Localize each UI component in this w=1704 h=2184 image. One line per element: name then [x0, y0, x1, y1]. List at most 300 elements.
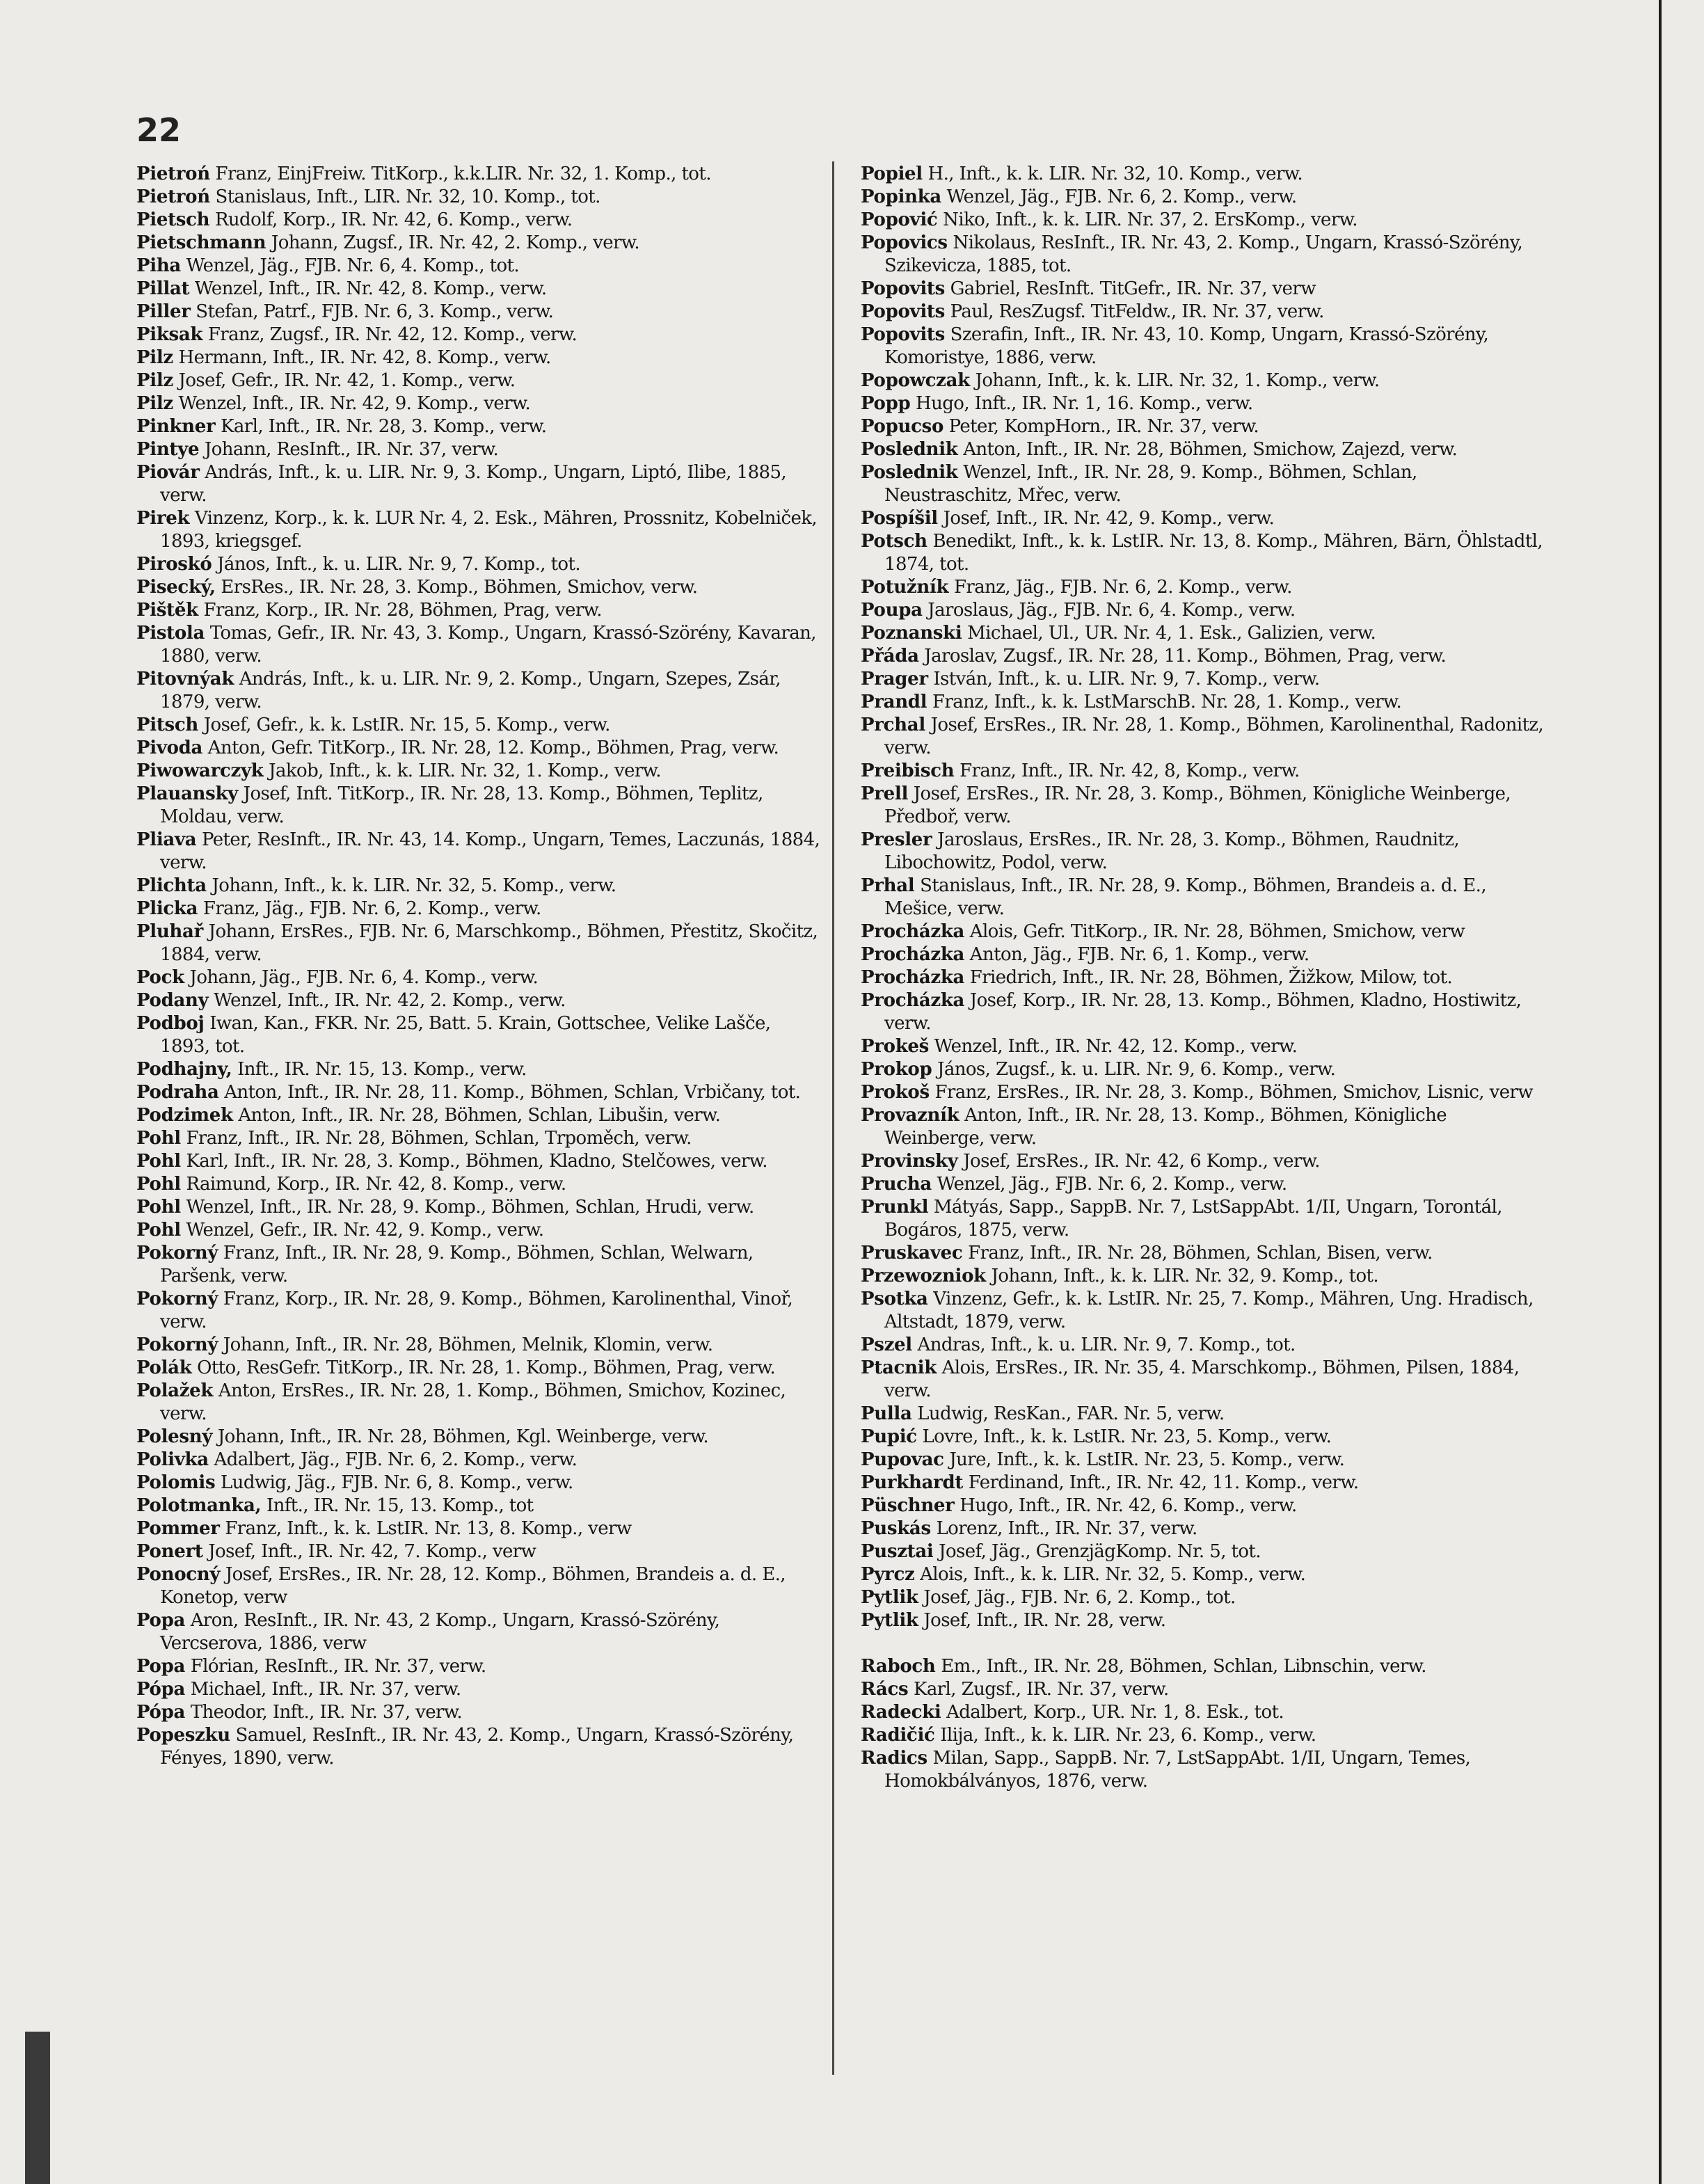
entry-details: Wenzel, Inft., IR. Nr. 42, 8. Komp., verw. [194, 278, 547, 299]
entry-details: Wenzel, Inft., IR. Nr. 42, 12. Komp., verw. [934, 1036, 1298, 1057]
list-entry [136, 599, 825, 622]
list-entry [861, 1150, 1550, 1173]
entry-surname: Popa [136, 1656, 186, 1677]
entry-surname: Pietschmann [136, 232, 266, 253]
entry-details: Samuel, ResInft., IR. Nr. 43, 2. Komp., Ungarn, Krassó-Szörény, Fényes, 1890, verw. [160, 1725, 794, 1769]
list-entry [861, 1563, 1550, 1586]
entry-details: Franz, Inft., IR. Nr. 28, Böhmen, Schlan, Bisen, verw. [968, 1243, 1433, 1264]
entry-details: Lorenz, Inft., IR. Nr. 37, verw. [936, 1518, 1197, 1539]
entry-surname: Polesný [136, 1426, 213, 1447]
entry-surname: Popucso [861, 416, 943, 437]
list-entry [136, 1012, 825, 1058]
list-entry [136, 622, 825, 668]
list-entry [136, 1540, 825, 1563]
entry-surname: Piha [136, 255, 181, 276]
list-entry [861, 1196, 1550, 1242]
entry-surname: Pietroń [136, 186, 210, 207]
list-entry [861, 576, 1550, 599]
entry-surname: Popinka [861, 186, 941, 207]
entry-surname: Pokorný [136, 1289, 218, 1309]
list-entry [136, 920, 825, 966]
section-gap [861, 1632, 1550, 1655]
entry-details: Johann, Inft., k. k. LIR. Nr. 32, 5. Komp., verw. [212, 875, 616, 896]
entry-surname: Pilz [136, 393, 173, 414]
entry-details: Josef, Inft., IR. Nr. 28, verw. [923, 1610, 1166, 1631]
entry-details: Franz, EinjFreiw. TitKorp., k.k.LIR. Nr. 32, 1. Komp., tot. [215, 164, 711, 184]
list-entry [136, 369, 825, 392]
list-entry [136, 415, 825, 438]
list-entry [136, 966, 825, 989]
entry-surname: Procházka [861, 990, 965, 1011]
entry-details: András, Inft., k. u. LIR. Nr. 9, 3. Komp., Ungarn, Liptó, Ilibe, 1885, verw. [160, 462, 787, 506]
entry-surname: Pietsch [136, 209, 210, 230]
entry-details: Wenzel, Inft., IR. Nr. 28, 9. Komp., Böhmen, Schlan, Hrudi, verw. [186, 1197, 754, 1218]
entry-surname: Pivoda [136, 738, 203, 758]
list-entry [861, 1426, 1550, 1449]
entry-details: Hermann, Inft., IR. Nr. 42, 8. Komp., verw. [178, 347, 551, 368]
list-entry [136, 1081, 825, 1104]
entry-surname: Pupić [861, 1426, 917, 1447]
list-entry [136, 1655, 825, 1678]
entry-surname: Polotmanka, [136, 1495, 262, 1516]
list-entry [136, 1678, 825, 1701]
entry-details: Johann, Zugsf., IR. Nr. 42, 2. Komp., verw. [271, 232, 640, 253]
entry-surname: Pópa [136, 1679, 186, 1700]
entry-details: János, Zugsf., k. u. LIR. Nr. 9, 6. Komp., verw. [937, 1059, 1336, 1080]
entry-surname: Pommer [136, 1518, 220, 1539]
entry-details: Josef, Jäg., FJB. Nr. 6, 2. Komp., tot. [923, 1587, 1236, 1608]
entry-details: Peter, ResInft., IR. Nr. 43, 14. Komp., Ungarn, Temes, Laczunás, 1884, verw. [160, 829, 820, 873]
list-entry [136, 1426, 825, 1449]
list-entry [136, 668, 825, 714]
entry-surname: Prhal [861, 875, 915, 896]
list-entry [136, 1150, 825, 1173]
entry-details: Anton, Inft., IR. Nr. 28, 13. Komp., Böhmen, Königliche Weinberge, verw. [884, 1105, 1447, 1149]
entry-details: Stanislaus, Inft., LIR. Nr. 32, 10. Komp., tot. [215, 186, 600, 207]
entry-surname: Popa [136, 1610, 186, 1631]
list-entry [136, 1701, 825, 1724]
entry-details: Anton, Gefr. TitKorp., IR. Nr. 28, 12. Komp., Böhmen, Prag, verw. [207, 738, 779, 758]
entry-surname: Poslednik [861, 439, 958, 460]
list-entry [861, 209, 1550, 232]
entry-details: Wenzel, Jäg., FJB. Nr. 6, 2. Komp., verw. [937, 1174, 1287, 1195]
entry-surname: Pintye [136, 439, 200, 460]
entry-surname: Pupovac [861, 1449, 944, 1470]
entry-details: Johann, ResInft., IR. Nr. 37, verw. [204, 439, 499, 460]
list-entry [861, 438, 1550, 461]
list-entry [136, 438, 825, 461]
entry-details: H., Inft., k. k. LIR. Nr. 32, 10. Komp., verw. [927, 164, 1303, 184]
entry-surname: Piksak [136, 324, 203, 345]
entry-surname: Přáda [861, 646, 919, 667]
entry-surname: Pohl [136, 1220, 181, 1241]
list-entry [136, 1724, 825, 1770]
entry-details: Josef, ErsRes., IR. Nr. 28, 12. Komp., Böhmen, Brandeis a. d. E., Konetop, verw [160, 1564, 786, 1608]
list-entry [861, 1403, 1550, 1426]
entry-details: Alois, Gefr. TitKorp., IR. Nr. 28, Böhmen, Smichow, verw [969, 921, 1465, 942]
list-entry [136, 163, 825, 186]
list-entry [136, 576, 825, 599]
entry-surname: Pohl [136, 1174, 181, 1195]
list-entry [861, 760, 1550, 783]
entry-surname: Polivka [136, 1449, 209, 1470]
entry-details: Anton, Inft., IR. Nr. 28, Böhmen, Smichow, Zajezd, verw. [963, 439, 1458, 460]
entry-details: Em., Inft., IR. Nr. 28, Böhmen, Schlan, Libnschin, verw. [941, 1656, 1426, 1677]
entry-surname: Pisecký, [136, 577, 216, 598]
entry-surname: Popovics [861, 232, 948, 253]
list-entry [136, 301, 825, 324]
entry-surname: Radics [861, 1748, 927, 1769]
entry-surname: Polažek [136, 1380, 214, 1401]
entry-details: Ferdinand, Inft., IR. Nr. 42, 11. Komp., verw. [968, 1472, 1359, 1493]
entry-details: Josef, Inft., IR. Nr. 42, 9. Komp., verw. [943, 508, 1275, 529]
entry-details: Franz, Zugsf., IR. Nr. 42, 12. Komp., verw. [207, 324, 578, 345]
entry-surname: Popowczak [861, 370, 970, 391]
list-entry [861, 1449, 1550, 1472]
entry-surname: Popeszku [136, 1725, 230, 1746]
entry-surname: Prokeš [861, 1036, 929, 1057]
entry-surname: Prchal [861, 715, 925, 735]
entry-details: Johann, Jäg., FJB. Nr. 6, 4. Komp., verw. [189, 967, 539, 988]
entry-surname: Pospíšil [861, 508, 938, 529]
list-entry [136, 1058, 825, 1081]
entry-details: Adalbert, Jäg., FJB. Nr. 6, 2. Komp., verw. [214, 1449, 578, 1470]
entry-surname: Popović [861, 209, 938, 230]
entry-surname: Pirek [136, 508, 190, 529]
entry-surname: Prucha [861, 1174, 932, 1195]
entry-details: Anton, Inft., IR. Nr. 28, Böhmen, Schlan, Libušin, verw. [238, 1105, 721, 1126]
entry-details: Josef, Gefr., k. k. LstIR. Nr. 15, 5. Komp., verw. [203, 715, 610, 735]
entry-details: Milan, Sapp., SappB. Nr. 7, LstSappAbt. 1/II, Ungarn, Temes, Homokbálványos, 1876, verw. [884, 1748, 1471, 1792]
list-entry [136, 1563, 825, 1609]
list-entry [136, 1517, 825, 1540]
entry-details: Alois, ErsRes., IR. Nr. 35, 4. Marschkomp., Böhmen, Pilsen, 1884, verw. [884, 1357, 1520, 1401]
entry-details: ErsRes., IR. Nr. 28, 3. Komp., Böhmen, Smichov, verw. [221, 577, 698, 598]
entry-details: Raimund, Korp., IR. Nr. 42, 8. Komp., verw. [186, 1174, 566, 1195]
entry-surname: Presler [861, 829, 932, 850]
entry-surname: Pulla [861, 1403, 912, 1424]
entry-surname: Popp [861, 393, 911, 414]
list-entry [861, 714, 1550, 760]
list-entry [861, 232, 1550, 278]
entry-details: Iwan, Kan., FKR. Nr. 25, Batt. 5. Krain, Gottschee, Velike Lašče, 1893, tot. [160, 1013, 771, 1057]
list-entry [861, 1494, 1550, 1517]
entry-details: Franz, Inft., IR. Nr. 42, 8, Komp., verw. [960, 760, 1300, 781]
entry-surname: Pluhař [136, 921, 203, 942]
list-entry [136, 1173, 825, 1196]
list-entry [136, 1104, 825, 1127]
entry-details: Adalbert, Korp., UR. Nr. 1, 8. Esk., tot. [946, 1702, 1284, 1723]
entry-surname: Pyrcz [861, 1564, 915, 1585]
list-entry [861, 1678, 1550, 1701]
entry-surname: Poslednik [861, 462, 958, 483]
entry-surname: Podboj [136, 1013, 205, 1034]
list-entry [136, 255, 825, 278]
list-entry [136, 1449, 825, 1472]
entry-details: Jaroslaus, Jäg., FJB. Nr. 6, 4. Komp., verw. [927, 600, 1296, 621]
entry-surname: Piller [136, 301, 191, 322]
page-edge-shadow [1659, 0, 1662, 2184]
entry-details: Vinzenz, Korp., k. k. LUR Nr. 4, 2. Esk., Mähren, Prossnitz, Kobelniček, 1893, kriegsgef. [160, 508, 818, 552]
entry-details: Jakob, Inft., k. k. LIR. Nr. 32, 1. Komp., verw. [269, 760, 661, 781]
list-entry [861, 278, 1550, 301]
list-entry [861, 301, 1550, 324]
entry-details: Benedikt, Inft., k. k. LstIR. Nr. 13, 8. Komp., Mähren, Bärn, Öhlstadtl, 1874, tot. [884, 531, 1543, 575]
entry-details: Mátyás, Sapp., SappB. Nr. 7, LstSappAbt. 1/II, Ungarn, Torontál, Bogáros, 1875, verw. [884, 1197, 1502, 1241]
binding-corner [25, 2032, 50, 2184]
entry-surname: Podraha [136, 1082, 219, 1103]
entry-details: Josef, Korp., IR. Nr. 28, 13. Komp., Böhmen, Kladno, Hostiwitz, verw. [884, 990, 1522, 1034]
entry-details: Tomas, Gefr., IR. Nr. 43, 3. Komp., Ungarn, Krassó-Szörény, Kavaran, 1880, verw. [160, 623, 816, 667]
entry-surname: Ponocný [136, 1564, 221, 1585]
entry-surname: Provinsky [861, 1151, 958, 1172]
entry-details: Stanislaus, Inft., IR. Nr. 28, 9. Komp., Böhmen, Brandeis a. d. E., Mešice, verw. [884, 875, 1486, 919]
entry-details: Wenzel, Gefr., IR. Nr. 42, 9. Komp., verw. [186, 1220, 544, 1241]
entry-details: Franz, Inft., k. k. LstIR. Nr. 13, 8. Komp., verw [225, 1518, 632, 1539]
entry-surname: Piroskó [136, 554, 212, 575]
entry-details: Johann, Inft., k. k. LIR. Nr. 32, 9. Komp., tot. [991, 1266, 1379, 1286]
list-entry [136, 1288, 825, 1334]
entry-surname: Radičić [861, 1725, 935, 1746]
entry-surname: Piovár [136, 462, 200, 483]
list-entry [861, 186, 1550, 209]
entry-surname: Piwowarczyk [136, 760, 264, 781]
list-entry [861, 1242, 1550, 1265]
entry-details: Ludwig, Jäg., FJB. Nr. 6, 8. Komp., verw. [221, 1472, 573, 1493]
entry-surname: Psotka [861, 1289, 928, 1309]
entry-details: Friedrich, Inft., IR. Nr. 28, Böhmen, Žižkow, Milow, tot. [969, 967, 1453, 988]
entry-details: János, Inft., k. u. LIR. Nr. 9, 7. Komp., tot. [217, 554, 581, 575]
entry-details: Michael, Ul., UR. Nr. 4, 1. Esk., Galizien, verw. [967, 623, 1376, 644]
list-entry [136, 760, 825, 783]
page-number: 22 [136, 111, 182, 149]
entry-details: Gabriel, ResInft. TitGefr., IR. Nr. 37, verw [950, 278, 1316, 299]
list-entry [136, 714, 825, 737]
entry-surname: Pokorný [136, 1334, 218, 1355]
entry-surname: Pytlik [861, 1610, 918, 1631]
list-entry [136, 1242, 825, 1288]
list-entry [861, 1288, 1550, 1334]
entry-surname: Pilz [136, 370, 173, 391]
entry-details: Jaroslav, Zugsf., IR. Nr. 28, 11. Komp., Böhmen, Prag, verw. [924, 646, 1447, 667]
list-entry [136, 1472, 825, 1494]
list-entry [861, 1701, 1550, 1724]
entry-details: Johann, Inft., k. k. LIR. Nr. 32, 1. Komp., verw. [975, 370, 1380, 391]
entry-details: Karl, Inft., IR. Nr. 28, 3. Komp., verw. [221, 416, 547, 437]
entry-surname: Pinkner [136, 416, 216, 437]
entry-details: Josef, Jäg., GrenzjägKomp. Nr. 5, tot. [939, 1541, 1261, 1562]
entry-details: Franz, Inft., k. k. LstMarschB. Nr. 28, 1. Komp., verw. [932, 692, 1402, 712]
entry-surname: Rács [861, 1679, 909, 1700]
entry-details: Johann, Inft., IR. Nr. 28, Böhmen, Melnik, Klomin, verw. [223, 1334, 713, 1355]
entry-surname: Puskás [861, 1518, 931, 1539]
list-entry [861, 1540, 1550, 1563]
entry-surname: Pohl [136, 1197, 181, 1218]
list-entry [136, 875, 825, 898]
list-entry [861, 783, 1550, 829]
entry-details: Otto, ResGefr. TitKorp., IR. Nr. 28, 1. Komp., Böhmen, Prag, verw. [197, 1357, 776, 1378]
list-entry [136, 737, 825, 760]
entry-surname: Püschner [861, 1495, 955, 1516]
entry-surname: Radecki [861, 1702, 941, 1723]
entry-details: Wenzel, Inft., IR. Nr. 42, 2. Komp., verw. [214, 990, 566, 1011]
list-entry [861, 369, 1550, 392]
entry-details: Johann, ErsRes., FJB. Nr. 6, Marschkomp., Böhmen, Přestitz, Skočitz, 1884, verw. [160, 921, 818, 965]
list-entry [861, 1609, 1550, 1632]
list-entry [861, 1058, 1550, 1081]
right-column [861, 163, 1550, 1793]
entry-details: Josef, ErsRes., IR. Nr. 28, 3. Komp., Böhmen, Königliche Weinberge, Předboř, verw. [884, 783, 1511, 827]
entry-details: Franz, Inft., IR. Nr. 28, 9. Komp., Böhmen, Schlan, Welwarn, Paršenk, verw. [160, 1243, 754, 1286]
entry-surname: Polák [136, 1357, 192, 1378]
list-entry [861, 1334, 1550, 1357]
entry-surname: Prokoš [861, 1082, 930, 1103]
entry-details: Franz, Jäg., FJB. Nr. 6, 2. Komp., verw. [202, 898, 541, 919]
entry-surname: Pietroń [136, 164, 210, 184]
list-entry [136, 1334, 825, 1357]
entry-surname: Poznanski [861, 623, 962, 644]
list-entry [136, 1494, 825, 1517]
entry-details: Niko, Inft., k. k. LIR. Nr. 37, 2. ErsKomp., verw. [943, 209, 1357, 230]
list-entry [136, 1219, 825, 1242]
list-entry [136, 324, 825, 346]
list-entry [861, 989, 1550, 1035]
list-entry [861, 1586, 1550, 1609]
list-entry [136, 209, 825, 232]
list-entry [861, 691, 1550, 714]
entry-details: Ludwig, ResKan., FAR. Nr. 5, verw. [917, 1403, 1225, 1424]
entry-surname: Potsch [861, 531, 927, 552]
list-entry [861, 920, 1550, 943]
list-entry [861, 1517, 1550, 1540]
entry-surname: Prunkl [861, 1197, 929, 1218]
entry-details: Josef, Inft. TitKorp., IR. Nr. 28, 13. Komp., Böhmen, Teplitz, Moldau, verw. [160, 783, 763, 827]
list-entry [136, 1127, 825, 1150]
entry-surname: Przewozniok [861, 1266, 986, 1286]
entry-details: Franz, Korp., IR. Nr. 28, 9. Komp., Böhmen, Karolinenthal, Vinoř, verw. [160, 1289, 793, 1332]
entry-surname: Pusztai [861, 1541, 934, 1562]
entry-details: Wenzel, Inft., IR. Nr. 42, 9. Komp., verw. [178, 393, 531, 414]
entry-details: Inft., IR. Nr. 15, 13. Komp., tot [266, 1495, 534, 1516]
column-divider [832, 161, 834, 2075]
entry-surname: Prokop [861, 1059, 932, 1080]
entry-surname: Purkhardt [861, 1472, 964, 1493]
entry-surname: Pruskavec [861, 1243, 963, 1264]
entry-details: Stefan, Patrf., FJB. Nr. 6, 3. Komp., verw. [196, 301, 554, 322]
entry-surname: Pópa [136, 1702, 186, 1723]
list-entry [136, 392, 825, 415]
list-entry [861, 622, 1550, 645]
entry-details: Anton, Jäg., FJB. Nr. 6, 1. Komp., verw. [969, 944, 1309, 965]
entry-details: Ilija, Inft., k. k. LIR. Nr. 23, 6. Komp., verw. [940, 1725, 1316, 1746]
entry-details: Hugo, Inft., IR. Nr. 1, 16. Komp., verw. [916, 393, 1253, 414]
list-entry [136, 1357, 825, 1380]
entry-surname: Podany [136, 990, 209, 1011]
list-entry [861, 943, 1550, 966]
entry-details: Karl, Zugsf., IR. Nr. 37, verw. [914, 1679, 1169, 1700]
entry-details: Josef, ErsRes., IR. Nr. 28, 1. Komp., Böhmen, Karolinenthal, Radonitz, verw. [884, 715, 1544, 758]
entry-details: Wenzel, Inft., IR. Nr. 28, 9. Komp., Böhmen, Schlan, Neustraschitz, Mřec, verw. [884, 462, 1417, 506]
list-entry [136, 507, 825, 553]
list-entry [136, 553, 825, 576]
list-entry [861, 392, 1550, 415]
entry-details: Jaroslaus, ErsRes., IR. Nr. 28, 3. Komp., Böhmen, Raudnitz, Libochowitz, Podol, verw. [884, 829, 1460, 873]
entry-surname: Plauansky [136, 783, 238, 804]
entry-details: Michael, Inft., IR. Nr. 37, verw. [190, 1679, 461, 1700]
list-entry [861, 461, 1550, 507]
entry-details: Alois, Inft., k. k. LIR. Nr. 32, 5. Komp., verw. [920, 1564, 1306, 1585]
list-entry [136, 829, 825, 875]
entry-surname: Pohl [136, 1151, 181, 1172]
entry-details: Franz, Korp., IR. Nr. 28, Böhmen, Prag, verw. [203, 600, 602, 621]
list-entry [136, 1196, 825, 1219]
entry-surname: Pitsch [136, 715, 199, 735]
entry-surname: Podzimek [136, 1105, 233, 1126]
entry-details: Wenzel, Jäg., FJB. Nr. 6, 4. Komp., tot. [186, 255, 520, 276]
entry-surname: Pohl [136, 1128, 181, 1149]
entry-surname: Poupa [861, 600, 923, 621]
list-entry [136, 278, 825, 301]
list-entry [861, 668, 1550, 691]
entry-details: Flórian, ResInft., IR. Nr. 37, verw. [190, 1656, 486, 1677]
entry-surname: Procházka [861, 921, 965, 942]
entry-details: Andras, Inft., k. u. LIR. Nr. 9, 7. Komp., tot. [917, 1334, 1296, 1355]
entry-surname: Pištěk [136, 600, 198, 621]
entry-surname: Pock [136, 967, 184, 988]
list-entry [861, 163, 1550, 186]
entry-surname: Popovits [861, 278, 945, 299]
entry-surname: Pytlik [861, 1587, 918, 1608]
entry-details: Johann, Inft., IR. Nr. 28, Böhmen, Kgl. Weinberge, verw. [217, 1426, 709, 1447]
entry-details: Josef, Gefr., IR. Nr. 42, 1. Komp., verw. [178, 370, 516, 391]
entry-details: István, Inft., k. u. LIR. Nr. 9, 7. Komp., verw. [933, 669, 1320, 690]
entry-surname: Ponert [136, 1541, 203, 1562]
entry-surname: Prell [861, 783, 909, 804]
list-entry [861, 875, 1550, 920]
entry-surname: Prandl [861, 692, 927, 712]
list-entry [136, 898, 825, 920]
list-entry [861, 1724, 1550, 1747]
entry-details: Hugo, Inft., IR. Nr. 42, 6. Komp., verw. [960, 1495, 1297, 1516]
entry-details: Lovre, Inft., k. k. LstIR. Nr. 23, 5. Komp., verw. [922, 1426, 1332, 1447]
left-column [136, 163, 825, 1770]
entry-details: Franz, Jäg., FJB. Nr. 6, 2. Komp., verw. [953, 577, 1292, 598]
entry-details: Franz, ErsRes., IR. Nr. 28, 3. Komp., Böhmen, Smichov, Lisnic, verw [934, 1082, 1533, 1103]
entry-surname: Pistola [136, 623, 205, 644]
list-entry [861, 599, 1550, 622]
list-entry [861, 966, 1550, 989]
entry-surname: Procházka [861, 944, 965, 965]
entry-surname: Pszel [861, 1334, 912, 1355]
entry-details: Anton, Inft., IR. Nr. 28, 11. Komp., Böhmen, Schlan, Vrbičany, tot. [224, 1082, 801, 1103]
list-entry [861, 324, 1550, 369]
entry-details: Josef, ErsRes., IR. Nr. 42, 6 Komp., verw. [963, 1151, 1320, 1172]
list-entry [136, 1609, 825, 1655]
list-entry [861, 1472, 1550, 1494]
list-entry [861, 1265, 1550, 1288]
list-entry [861, 1747, 1550, 1793]
entry-surname: Raboch [861, 1656, 936, 1677]
entry-surname: Popovits [861, 301, 945, 322]
list-entry [136, 461, 825, 507]
entry-surname: Plicka [136, 898, 198, 919]
entry-surname: Ptacnik [861, 1357, 937, 1378]
list-entry [861, 1104, 1550, 1150]
entry-surname: Pilz [136, 347, 173, 368]
list-entry [861, 530, 1550, 576]
entry-details: András, Inft., k. u. LIR. Nr. 9, 2. Komp., Ungarn, Szepes, Zsár, 1879, verw. [160, 669, 781, 712]
list-entry [136, 346, 825, 369]
